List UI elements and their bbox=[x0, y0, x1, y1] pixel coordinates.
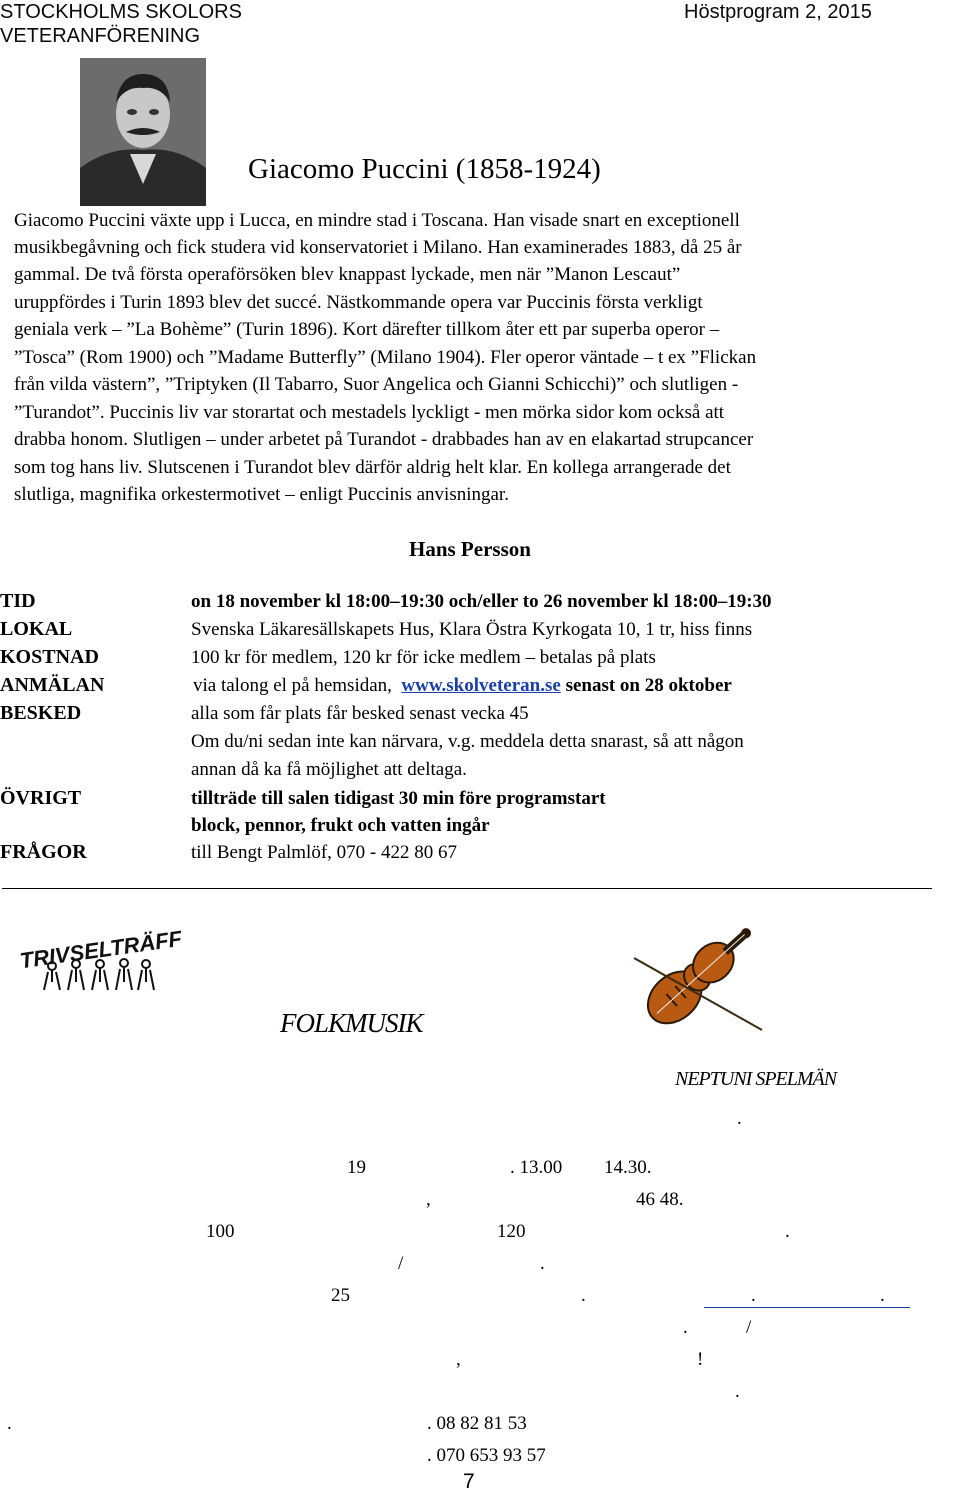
article-line: slutliga, magnifika orkestermotivet – enligt Puccinis anvisningar. bbox=[14, 484, 509, 505]
trivsel-fragment: . bbox=[581, 1285, 586, 1306]
trivsel-fragment: . 070 653 93 57 bbox=[427, 1445, 546, 1466]
lokal-value: Svenska Läkaresällskapets Hus, Klara Östra Kyrkogata 10, 1 tr, hiss finns bbox=[191, 619, 753, 640]
article-line: som tog hans liv. Slutscenen i Turandot blev därför aldrig helt klar. En kollega arrangerade det bbox=[14, 457, 731, 478]
besked-value: alla som får plats får besked senast vecka 45 bbox=[191, 703, 529, 724]
article-line: Giacomo Puccini växte upp i Lucca, en mindre stad i Toscana. Han visade snart en exceptionell bbox=[14, 210, 740, 231]
puccini-portrait bbox=[80, 58, 206, 206]
trivsel-fragment: . bbox=[751, 1285, 756, 1306]
section-divider bbox=[2, 888, 932, 889]
trivsel-fragment: . bbox=[785, 1221, 790, 1242]
trivsel-fragment: , bbox=[426, 1189, 431, 1210]
kostnad-value: 100 kr för medlem, 120 kr för icke medlem – betalas på plats bbox=[191, 647, 656, 668]
program-label: Höstprogram 2, 2015 bbox=[684, 1, 872, 23]
trivsel-fragment: , bbox=[456, 1349, 461, 1370]
article-line: gammal. De två första operaförsöken blev knappast lyckade, men när ”Manon Lescaut” bbox=[14, 264, 681, 285]
trivsel-fragment: 46 48. bbox=[636, 1189, 684, 1210]
trivsel-fragment: ! bbox=[697, 1349, 704, 1370]
article-author: Hans Persson bbox=[409, 537, 531, 561]
org-name-line1: STOCKHOLMS SKOLORS bbox=[0, 1, 242, 23]
trivsel-fragment: . 13.00 bbox=[510, 1157, 563, 1178]
article-line: musikbegåvning och fick studera vid konservatoriet i Milano. Han examinerades 1883, då 25 år bbox=[14, 237, 742, 258]
org-name-line2: VETERANFÖRENING bbox=[0, 25, 201, 47]
article-line: från vilda västern”, ”Triptyken (Il Tabarro, Suor Angelica och Gianni Schicchi)” och slutligen - bbox=[14, 374, 739, 395]
trivsel-fragment: . bbox=[683, 1317, 688, 1338]
trivsel-fragment: . bbox=[735, 1381, 740, 1402]
besked-note-line2: annan då ka få möjlighet att deltaga. bbox=[191, 759, 467, 780]
ovrigt-label: ÖVRIGT bbox=[0, 787, 82, 809]
article-line: ”Turandot”. Puccinis liv var storartat och mestadels lyckligt - men mörka sidor kom också att bbox=[14, 402, 725, 423]
link-underline bbox=[704, 1307, 910, 1308]
besked-note-line1: Om du/ni sedan inte kan närvara, v.g. meddela detta snarast, så att någon bbox=[191, 731, 744, 752]
lokal-label: LOKAL bbox=[0, 618, 73, 640]
besked-label: BESKED bbox=[0, 702, 82, 724]
logo-text: TRIVSELTRÄFF bbox=[18, 925, 182, 974]
violin-icon bbox=[624, 920, 766, 1040]
article-title: Giacomo Puccini (1858-1924) bbox=[248, 153, 601, 185]
trivsel-fragment: / bbox=[398, 1253, 404, 1274]
trivsel-fragment: 100 bbox=[206, 1221, 235, 1242]
fragor-label: FRÅGOR bbox=[0, 841, 87, 863]
anmalan-prefix: via talong el på hemsidan, bbox=[193, 675, 392, 696]
article-line: geniala verk – ”La Bohème” (Turin 1896). Kort därefter tillkom åter ett par superba operor – bbox=[14, 319, 720, 340]
tid-value: on 18 november kl 18:00–19:30 och/eller to 26 november kl 18:00–19:30 bbox=[191, 591, 772, 612]
trivseltraff-logo bbox=[14, 912, 182, 994]
anmalan-label: ANMÄLAN bbox=[0, 674, 105, 696]
trivsel-fragment: 120 bbox=[497, 1221, 526, 1242]
trivsel-fragment: 25 bbox=[331, 1285, 350, 1306]
trivsel-fragment: . 08 82 81 53 bbox=[427, 1413, 527, 1434]
trivsel-fragment: / bbox=[746, 1317, 752, 1338]
article-line: uruppfördes i Turin 1893 blev det succé. Nästkommande opera var Puccinis första verkligt bbox=[14, 292, 703, 313]
ovrigt-line2: block, pennor, frukt och vatten ingår bbox=[191, 815, 490, 836]
skolveteran-link[interactable]: www.skolveteran.se bbox=[401, 675, 561, 696]
trivsel-fragment: 19 bbox=[347, 1157, 366, 1178]
trivsel-fragment: . bbox=[540, 1253, 545, 1274]
anmalan-deadline: senast on 28 oktober bbox=[560, 675, 732, 696]
ovrigt-line1: tillträde till salen tidigast 30 min före programstart bbox=[191, 788, 606, 809]
anmalan-value bbox=[193, 675, 732, 697]
trivsel-fragment: . bbox=[737, 1108, 742, 1129]
article-line: drabba honom. Slutligen – under arbetet på Turandot - drabbades han av en elakartad strupcancer bbox=[14, 429, 754, 450]
trivsel-heading: FOLKMUSIK bbox=[280, 1008, 423, 1038]
page-number: 7 bbox=[463, 1470, 475, 1493]
trivsel-fragment: . bbox=[880, 1285, 885, 1306]
kostnad-label: KOSTNAD bbox=[0, 646, 99, 668]
tid-label: TID bbox=[0, 590, 36, 612]
performer-name: NEPTUNI SPELMÄN bbox=[675, 1068, 837, 1090]
article-line: ”Tosca” (Rom 1900) och ”Madame Butterfly” (Milano 1904). Fler operor väntade – t ex ”Flickan bbox=[14, 347, 757, 368]
trivsel-fragment: . bbox=[7, 1413, 12, 1434]
fragor-value: till Bengt Palmlöf, 070 - 422 80 67 bbox=[191, 842, 457, 863]
trivsel-fragment: 14.30. bbox=[604, 1157, 652, 1178]
